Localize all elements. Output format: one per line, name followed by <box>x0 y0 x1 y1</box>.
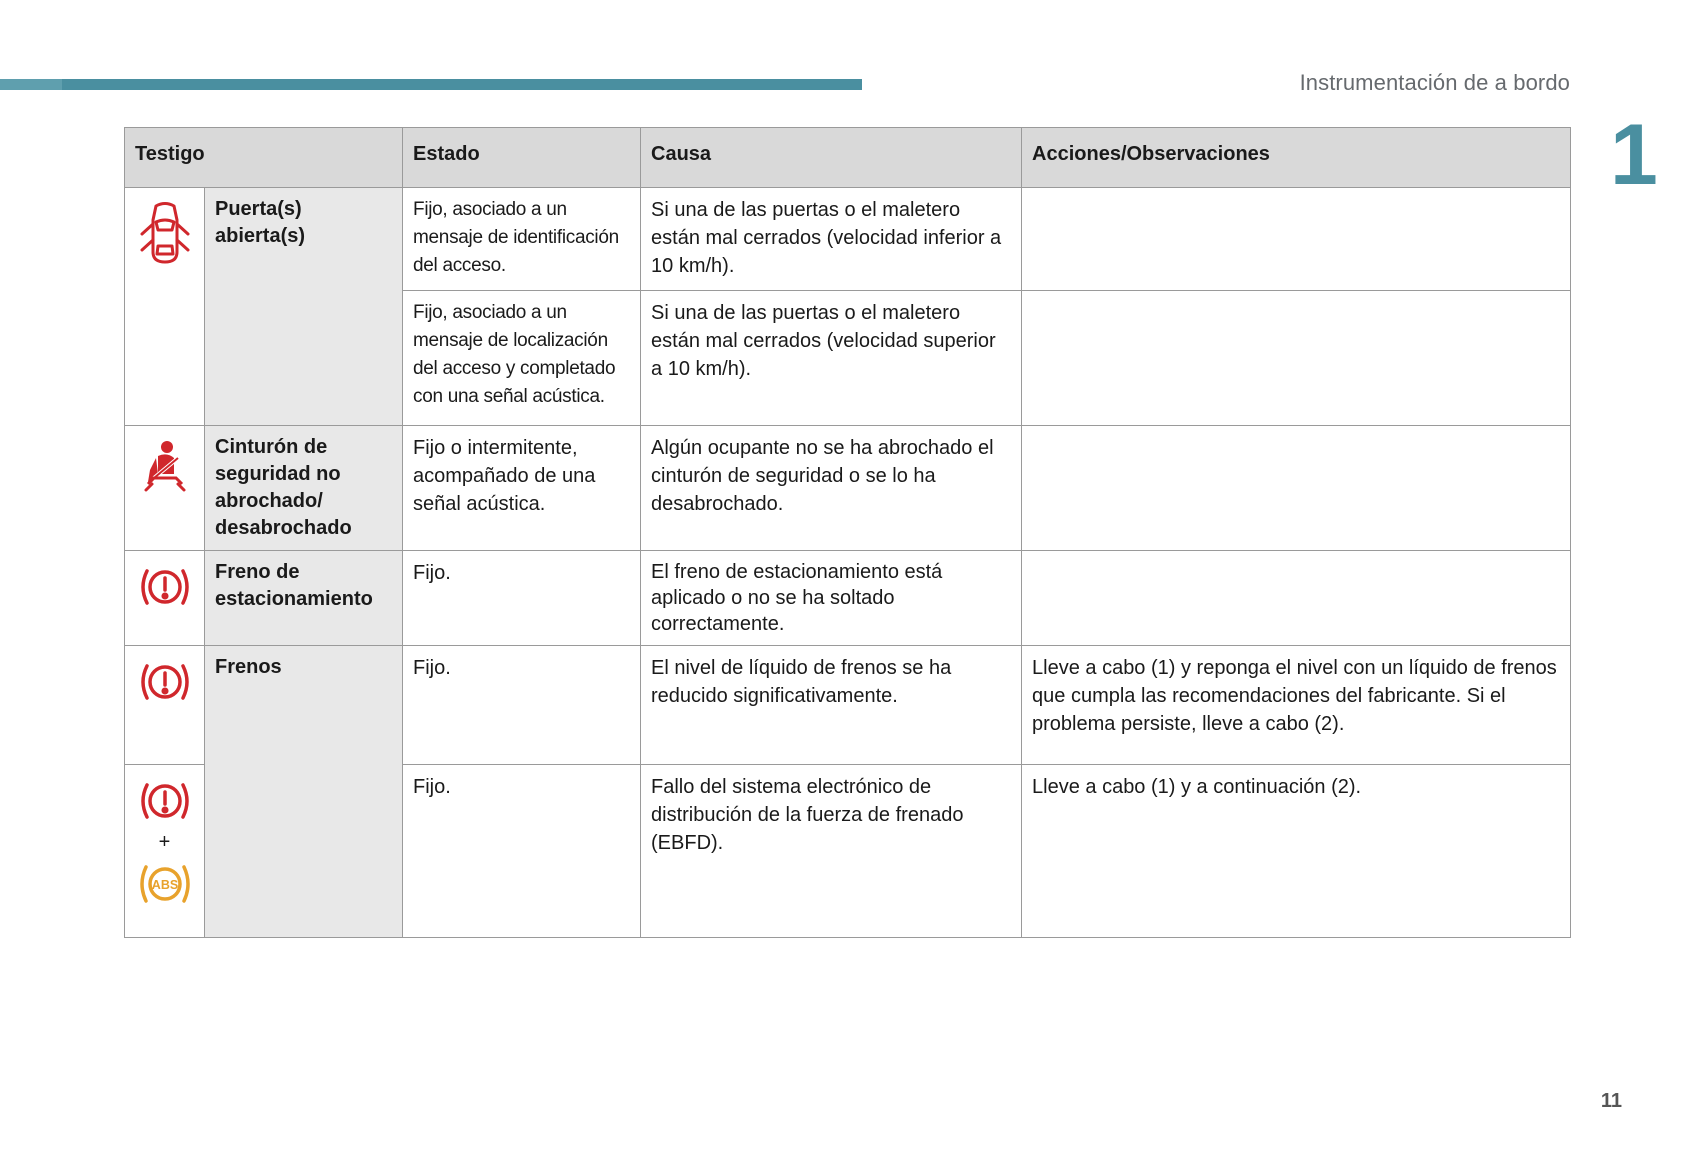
causa-cell: Si una de las puertas o el maletero están mal cerrados (velocidad superior a 10 km/h). <box>641 291 1022 426</box>
estado-cell: Fijo. <box>403 646 641 765</box>
table-row <box>125 551 1571 646</box>
header-accent-bar <box>0 79 862 90</box>
icon-cell <box>125 551 205 646</box>
causa-cell: Si una de las puertas o el maletero están mal cerrados (velocidad inferior a 10 km/h). <box>641 188 1022 291</box>
estado-cell: Fijo, asociado a un mensaje de identificación del acceso. <box>403 188 641 291</box>
causa-cell: Algún ocupante no se ha abrochado el cinturón de seguridad o se lo ha desabrochado. <box>641 426 1022 551</box>
warning-name: Puerta(s) abierta(s) <box>205 188 403 426</box>
icon-cell <box>125 426 205 551</box>
section-title: Instrumentación de a bordo <box>1299 70 1570 95</box>
brake-icon <box>129 777 200 825</box>
acciones-cell <box>1022 551 1571 646</box>
causa-cell: Fallo del sistema electrónico de distribución de la fuerza de frenado (EBFD). <box>641 765 1022 938</box>
estado-cell: Fijo. <box>403 765 641 938</box>
causa-cell: El nivel de líquido de frenos se ha reducido significativamente. <box>641 646 1022 765</box>
estado-cell: Fijo. <box>403 551 641 646</box>
table-header-row <box>125 128 1571 188</box>
column-header-estado: Estado <box>403 128 641 188</box>
column-header-acciones: Acciones/Observaciones <box>1022 128 1571 188</box>
door-open-icon <box>129 200 200 266</box>
acciones-cell: Lleve a cabo (1) y a continuación (2). <box>1022 765 1571 938</box>
acciones-cell <box>1022 426 1571 551</box>
acciones-cell <box>1022 188 1571 291</box>
estado-cell: Fijo, asociado a un mensaje de localización del acceso y completado con una señal acústica. <box>403 291 641 426</box>
icon-cell <box>125 646 205 765</box>
table-row <box>125 188 1571 291</box>
acciones-cell: Lleve a cabo (1) y reponga el nivel con un líquido de frenos que cumpla las recomendaciones del fabricante. Si el problema persiste, lleve a cabo (2). <box>1022 646 1571 765</box>
warning-name: Frenos <box>205 646 403 938</box>
plus-sign: + <box>158 831 171 853</box>
column-header-testigo: Testigo <box>125 128 403 188</box>
warning-name: Freno de estacionamiento <box>205 551 403 646</box>
column-header-causa: Causa <box>641 128 1022 188</box>
chapter-number: 1 <box>1610 107 1658 203</box>
estado-cell: Fijo o intermitente, acompañado de una señal acústica. <box>403 426 641 551</box>
table-row <box>125 646 1571 765</box>
causa-cell: El freno de estacionamiento está aplicado o no se ha soltado correctamente. <box>641 551 1022 646</box>
seatbelt-icon <box>129 438 200 494</box>
warning-name: Cinturón de seguridad no abrochado/ desabrochado <box>205 426 403 551</box>
brake-icon <box>129 658 200 706</box>
page-number: 11 <box>1600 1090 1622 1112</box>
abs-icon <box>129 859 200 909</box>
icon-cell <box>125 188 205 426</box>
acciones-cell <box>1022 291 1571 426</box>
abs-label: ABS <box>151 878 178 892</box>
parking-brake-icon <box>129 563 200 611</box>
warning-lights-table <box>124 127 1571 938</box>
table-row <box>125 426 1571 551</box>
icon-cell <box>125 765 205 938</box>
